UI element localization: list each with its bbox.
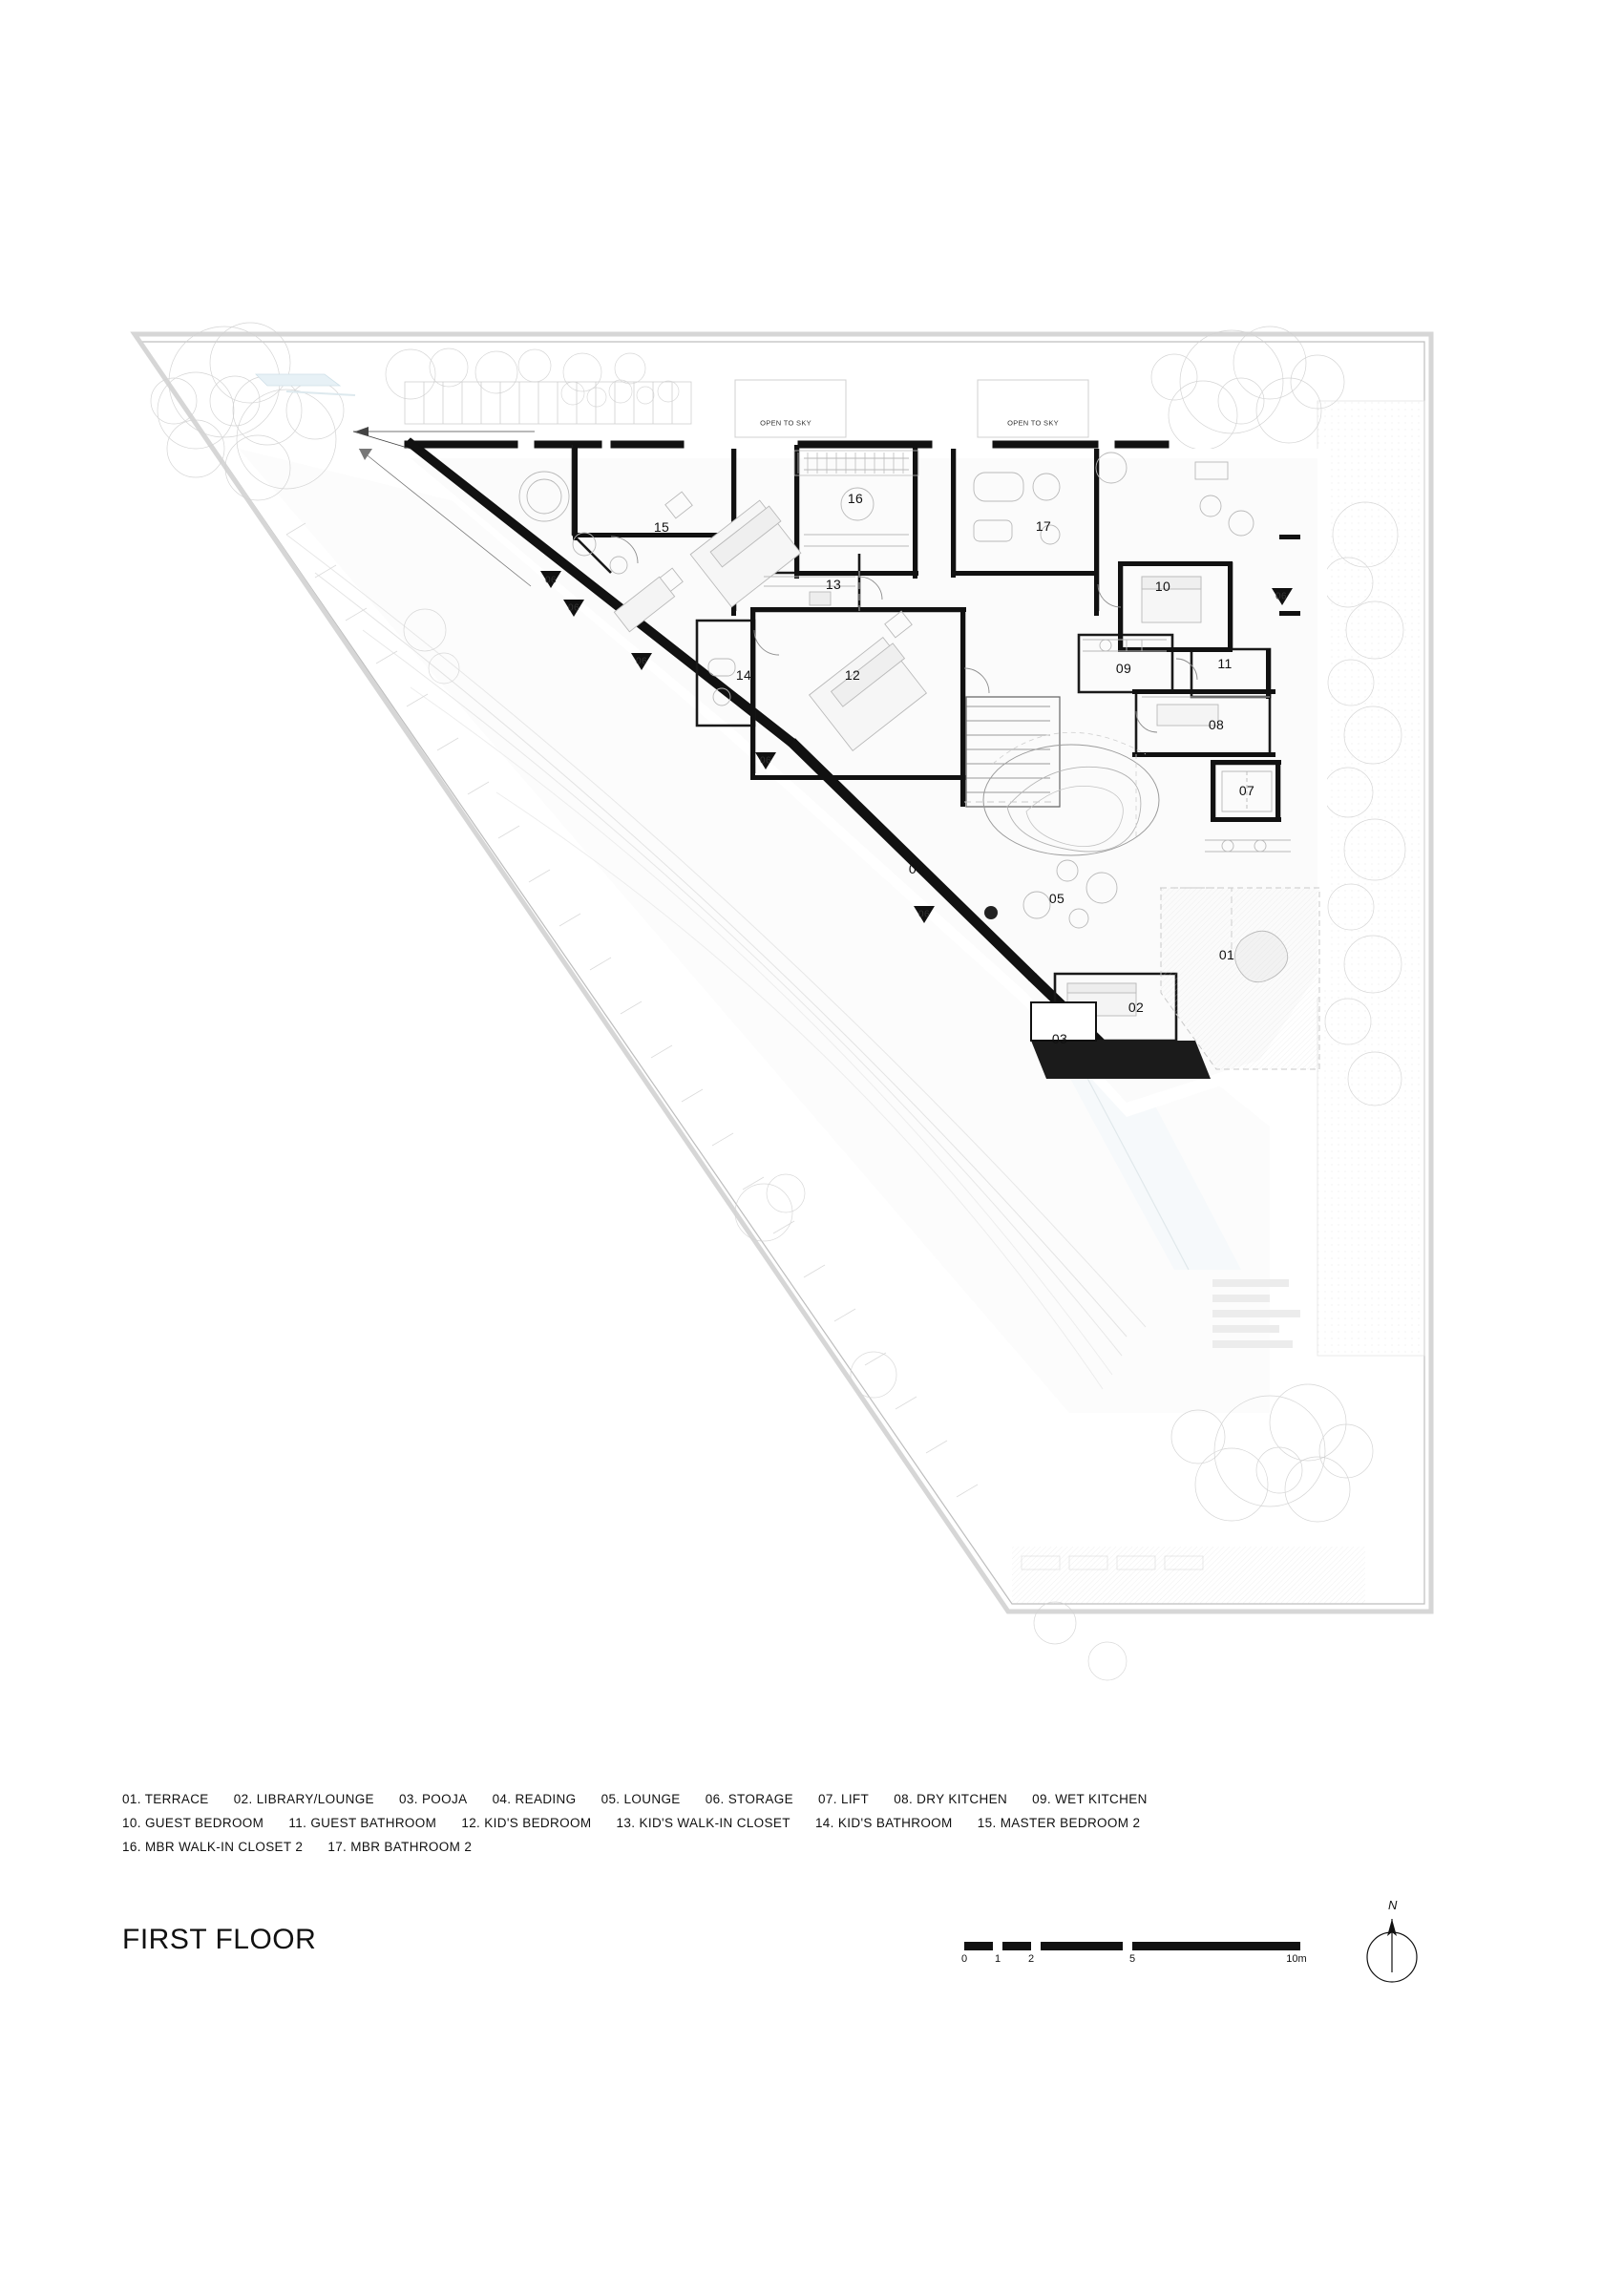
legend-label: LIFT	[840, 1792, 870, 1806]
storage-tag: 06	[568, 602, 580, 614]
scale-tick: 10m	[1286, 1953, 1307, 1965]
legend-label: POOJA	[421, 1792, 468, 1806]
legend-label: LOUNGE	[623, 1792, 681, 1806]
legend-label: TERRACE	[144, 1792, 209, 1806]
legend-item	[122, 1811, 263, 1835]
legend-number: 16.	[122, 1840, 141, 1854]
scale-segment	[1132, 1942, 1300, 1950]
legend-item	[978, 1811, 1141, 1835]
room-tag: 10	[1154, 579, 1171, 594]
room-tag: 15	[653, 519, 670, 535]
room-tag: 12	[844, 667, 861, 683]
legend-item	[818, 1787, 869, 1811]
legend-item	[234, 1787, 374, 1811]
room-tag: 16	[847, 491, 864, 506]
scale-tick: 0	[960, 1953, 968, 1965]
legend-item	[122, 1787, 209, 1811]
legend-label: KID'S BATHROOM	[837, 1816, 953, 1830]
room-tag: 01	[1218, 947, 1235, 962]
room-tag: 09	[1115, 661, 1132, 676]
legend-number: 09.	[1032, 1792, 1051, 1806]
legend-label: MASTER BEDROOM 2	[1000, 1816, 1141, 1830]
room-tag: 05	[1048, 891, 1065, 906]
room-tag: 08	[1208, 717, 1225, 732]
open-to-sky-label: OPEN TO SKY	[760, 418, 812, 428]
page-title: FIRST FLOOR	[122, 1924, 317, 1955]
room-tag: 13	[825, 577, 842, 592]
scale-tick: 1	[994, 1953, 1001, 1965]
legend-number: 17.	[327, 1840, 348, 1854]
storage-tag: 06	[760, 755, 771, 767]
legend-row	[122, 1835, 1459, 1859]
legend-label: GUEST BEDROOM	[144, 1816, 264, 1830]
legend-label: STORAGE	[727, 1792, 793, 1806]
legend-label: WET KITCHEN	[1055, 1792, 1148, 1806]
legend-number: 13.	[616, 1816, 636, 1830]
legend-label: DRY KITCHEN	[917, 1792, 1008, 1806]
legend-number: 05.	[601, 1792, 621, 1806]
legend-label: GUEST BATHROOM	[310, 1816, 437, 1830]
legend-number: 15.	[977, 1816, 997, 1830]
legend-item	[601, 1787, 681, 1811]
legend-number: 08.	[894, 1792, 914, 1806]
scale-segment	[964, 1942, 993, 1950]
legend-item	[399, 1787, 467, 1811]
legend-label: LIBRARY/LOUNGE	[256, 1792, 374, 1806]
room-tag: 17	[1035, 518, 1052, 534]
legend-label: READING	[515, 1792, 577, 1806]
north-letter: N	[1388, 1898, 1398, 1912]
scale-tick: 5	[1128, 1953, 1136, 1965]
legend-label: KID'S BEDROOM	[484, 1816, 592, 1830]
legend-number: 01.	[122, 1792, 141, 1806]
legend-item	[122, 1835, 303, 1859]
legend-row	[122, 1787, 1459, 1811]
north-arrow	[1354, 1898, 1430, 1986]
room-tag: 04	[908, 861, 925, 876]
legend-number: 07.	[818, 1792, 837, 1806]
legend-item	[493, 1787, 577, 1811]
legend-item	[815, 1811, 953, 1835]
legend-number: 04.	[492, 1792, 512, 1806]
open-to-sky-label: OPEN TO SKY	[1007, 418, 1059, 428]
storage-tag: 06	[1275, 591, 1287, 602]
scale-segment	[1041, 1942, 1123, 1950]
storage-tag: 06	[636, 656, 647, 667]
legend-label: MBR BATHROOM 2	[350, 1840, 473, 1854]
legend-label: KID'S WALK-IN CLOSET	[639, 1816, 790, 1830]
room-tag: 03	[1051, 1031, 1068, 1046]
storage-tag: 06	[545, 575, 557, 586]
legend-item	[706, 1787, 793, 1811]
room-tag: 02	[1128, 1000, 1145, 1015]
scale-tick: 2	[1027, 1953, 1035, 1965]
room-tag: 11	[1217, 656, 1233, 671]
legend-number: 14.	[814, 1816, 834, 1830]
legend-number: 10.	[122, 1816, 141, 1830]
legend-item	[288, 1811, 436, 1835]
scale-segment	[1002, 1942, 1031, 1950]
legend-number: 02.	[233, 1792, 253, 1806]
legend-number: 11.	[288, 1816, 307, 1830]
legend-number: 12.	[461, 1816, 481, 1830]
legend-item	[894, 1787, 1007, 1811]
legend-number: 06.	[705, 1792, 725, 1806]
scale-bar-segments	[964, 1942, 1300, 1950]
room-legend	[122, 1787, 1459, 1859]
legend-item	[1032, 1787, 1148, 1811]
storage-tag: 06	[918, 909, 930, 920]
legend-item	[461, 1811, 591, 1835]
room-tag: 07	[1238, 783, 1255, 798]
room-tag: 14	[735, 667, 752, 683]
legend-row	[122, 1811, 1459, 1835]
legend-item	[617, 1811, 790, 1835]
legend-number: 03.	[399, 1792, 418, 1806]
legend-label: MBR WALK-IN CLOSET 2	[144, 1840, 304, 1854]
legend-item	[327, 1835, 472, 1859]
scale-bar	[960, 1928, 1308, 1976]
